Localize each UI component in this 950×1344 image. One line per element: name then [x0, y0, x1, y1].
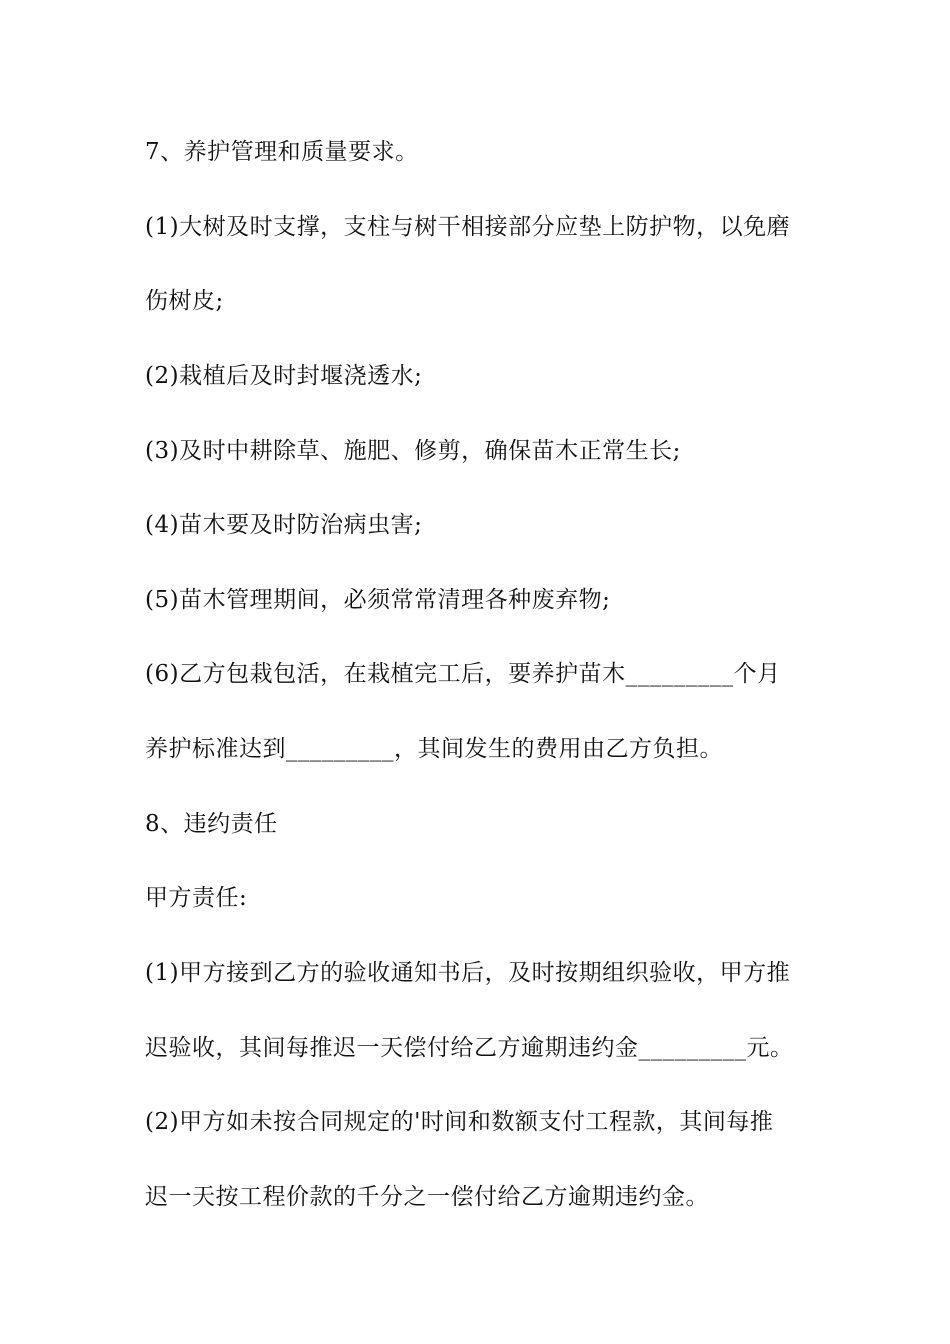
paragraph-line: 迟验收，其间每推迟一天偿付给乙方逾期违约金_________元。 — [145, 1035, 794, 1061]
paragraph-line: 迟一天按工程价款的千分之一偿付给乙方逾期违约金。 — [145, 1184, 709, 1210]
paragraph-line: 养护标准达到_________，其间发生的费用由乙方负担。 — [145, 736, 723, 762]
paragraph-line: (1)大树及时支撑，支柱与树干相接部分应垫上防护物，以免磨 — [145, 214, 791, 240]
section-7-heading: 7、养护管理和质量要求。 — [145, 139, 419, 165]
paragraph-line: (1)甲方接到乙方的验收通知书后，及时按期组织验收，甲方推 — [145, 960, 791, 986]
paragraph-line: (6)乙方包栽包活，在栽植完工后，要养护苗木_________个月 — [145, 661, 781, 687]
paragraph-line: (3)及时中耕除草、施肥、修剪，确保苗木正常生长; — [145, 438, 681, 464]
paragraph-line: (2)甲方如未按合同规定的'时间和数额支付工程款，其间每推 — [145, 1109, 774, 1135]
paragraph-line: 伤树皮; — [145, 288, 224, 314]
paragraph-line: (2)栽植后及时封堰浇透水; — [145, 363, 423, 389]
party-a-responsibility-heading: 甲方责任: — [145, 885, 248, 911]
section-8-heading: 8、违约责任 — [145, 811, 278, 837]
paragraph-line: (5)苗木管理期间，必须常常清理各种废弃物; — [145, 587, 611, 613]
paragraph-line: (4)苗木要及时防治病虫害; — [145, 512, 423, 538]
